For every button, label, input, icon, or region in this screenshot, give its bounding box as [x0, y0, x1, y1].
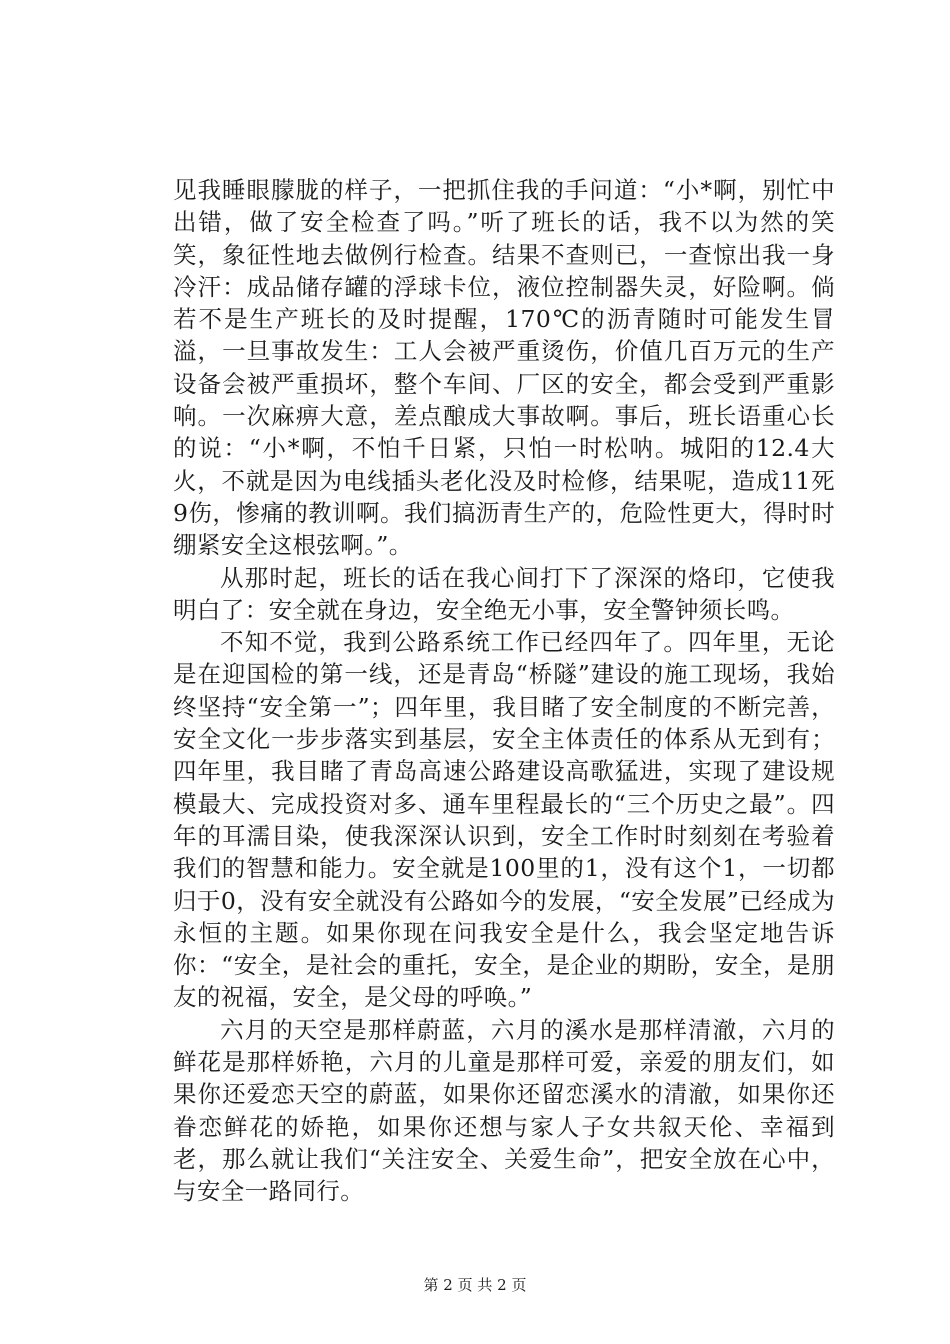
paragraph: 不知不觉，我到公路系统工作已经四年了。四年里，无论是在迎国检的第一线，还是青岛“桥隧”建设的施工现场，我始终坚持“安全第一”；四年里，我目睹了安全制度的不断完善，安全文化一步步落实到基层，安全主体责任的体系从无到有；四年里，我目睹了青岛高速公路建设高歌猛进，实现了建设规模最大、完成投资对多、通车里程最长的“三个历史之最”。四年的耳濡目染，使我深深认识到，安全工作时时刻刻在考验着我们的智慧和能力。安全就是100里的1，没有这个1，一切都归于0，没有安全就没有公路如今的发展，“安全发展”已经成为永恒的主题。如果你现在问我安全是什么，我会坚定地告诉你：“安全，是社会的重托，安全，是企业的期盼，安全，是朋友的祝福，安全，是父母的呼唤。” [173, 628, 835, 1012]
paragraph: 从那时起，班长的话在我心间打下了深深的烙印，它使我明白了：安全就在身边，安全绝无小事，安全警钟须长鸣。 [173, 563, 835, 624]
paragraph-continued: 见我睡眼朦胧的样子，一把抓住我的手问道：“小*啊，别忙中出错，做了安全检查了吗。”听了班长的话，我不以为然的笑笑，象征性地去做例行检查。结果不查则已，一查惊出我一身冷汗：成品储存罐的浮球卡位，液位控制器失灵，好险啊。倘若不是生产班长的及时提醒，170℃的沥青随时可能发生冒溢，一旦事故发生：工人会被严重烫伤，价值几百万元的生产设备会被严重损坏，整个车间、厂区的安全，都会受到严重影响。一次麻痹大意，差点酿成大事故啊。事后，班长语重心长的说：“小*啊，不怕千日紧，只怕一时松呐。城阳的12.4大火，不就是因为电线插头老化没及时检修，结果呢，造成11死9伤，惨痛的教训啊。我们搞沥青生产的，危险性更大，得时时绷紧安全这根弦啊。”。 [173, 176, 835, 560]
paragraph: 六月的天空是那样蔚蓝，六月的溪水是那样清澈，六月的鲜花是那样娇艳，六月的儿童是那样可爱，亲爱的朋友们，如果你还爱恋天空的蔚蓝，如果你还留恋溪水的清澈，如果你还眷恋鲜花的娇艳，如果你还想与家人子女共叙天伦、幸福到老，那么就让我们“关注安全、关爱生命”，把安全放在心中，与安全一路同行。 [173, 1015, 835, 1206]
page-number-footer: 第 2 页 共 2 页 [423, 1276, 527, 1294]
document-body [173, 174, 835, 1208]
